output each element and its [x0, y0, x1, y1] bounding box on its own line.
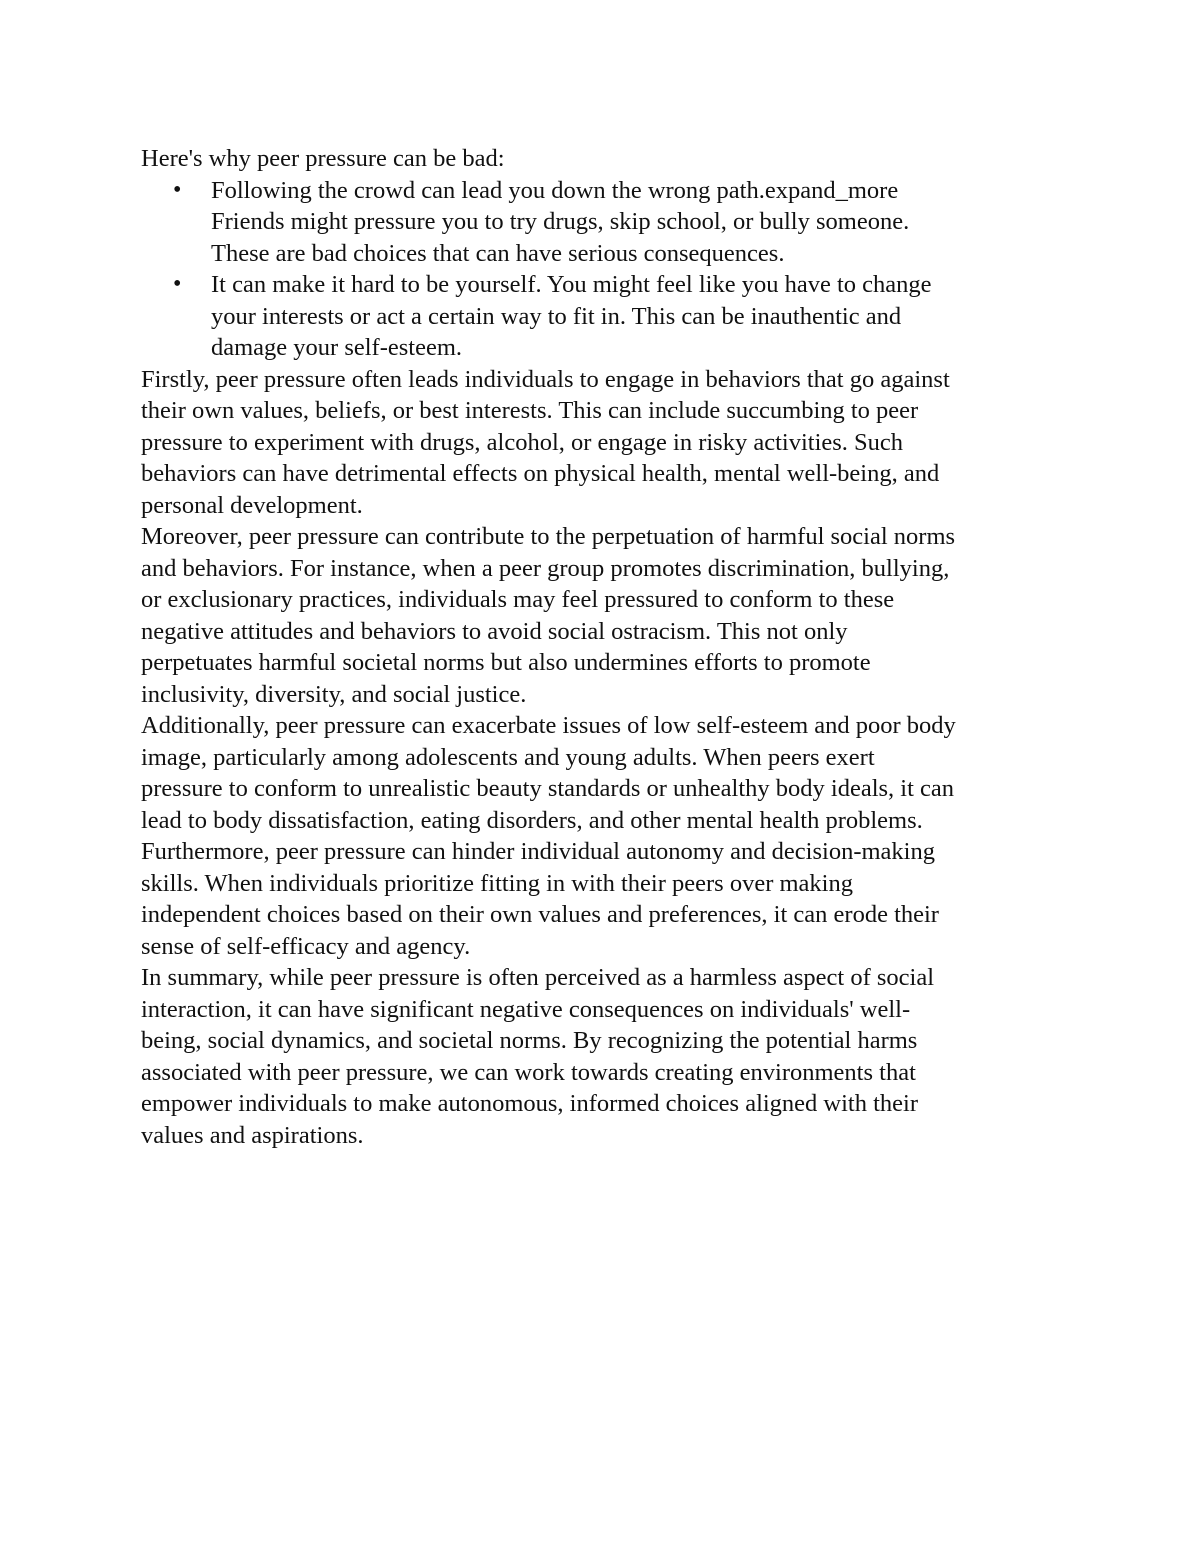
intro-line [141, 143, 1071, 175]
bullet-icon: • [173, 176, 182, 203]
text-line: Friends might pressure you to try drugs, skip school, or bully someone. [211, 208, 910, 235]
bullet-list [141, 175, 1071, 364]
document-body [141, 143, 1071, 1151]
text-line: negative attitudes and behaviors to avoid social ostracism. This not only [141, 617, 848, 645]
paragraph-firstly [141, 364, 1071, 522]
text-line: inclusivity, diversity, and social justice. [141, 680, 527, 708]
text-line: or exclusionary practices, individuals may feel pressured to conform to these [141, 586, 895, 613]
text-line: empower individuals to make autonomous, informed choices aligned with their [141, 1090, 919, 1117]
text-line: skills. When individuals prioritize fitting in with their peers over making [141, 869, 853, 897]
paragraph-additionally [141, 710, 1071, 836]
text-line: pressure to conform to unrealistic beauty standards or unhealthy body ideals, it can [141, 775, 955, 802]
text-line: and behaviors. For instance, when a peer group promotes discrimination, bullying, [141, 554, 950, 582]
text-line: associated with peer pressure, we can work towards creating environments that [141, 1058, 916, 1086]
text-line: personal development. [141, 491, 363, 519]
text-line: image, particularly among adolescents and young adults. When peers exert [141, 743, 875, 771]
text-line: interaction, it can have significant negative consequences on individuals' well- [141, 995, 911, 1023]
text-line: independent choices based on their own values and preferences, it can erode their [141, 901, 939, 928]
paragraph-moreover [141, 521, 1071, 710]
text-line: behaviors can have detrimental effects on physical health, mental well-being, and [141, 460, 940, 487]
text-line: sense of self-efficacy and agency. [141, 932, 471, 960]
text-line: damage your self-esteem. [211, 334, 463, 361]
text-line: pressure to experiment with drugs, alcohol, or engage in risky activities. Such [141, 428, 904, 456]
bullet-item [141, 269, 1071, 364]
text-line: In summary, while peer pressure is often perceived as a harmless aspect of social [141, 964, 935, 991]
text-line: It can make it hard to be yourself. You might feel like you have to change [211, 271, 932, 298]
text-line: Here's why peer pressure can be bad: [141, 145, 505, 172]
text-line: These are bad choices that can have serious consequences. [211, 239, 785, 267]
text-line: Additionally, peer pressure can exacerbate issues of low self-esteem and poor body [141, 712, 956, 739]
paragraph-summary [141, 962, 1071, 1151]
text-line: Firstly, peer pressure often leads individuals to engage in behaviors that go against [141, 365, 950, 393]
bullet-item [141, 175, 1071, 270]
text-line: being, social dynamics, and societal norms. By recognizing the potential harms [141, 1027, 918, 1054]
text-line: Furthermore, peer pressure can hinder individual autonomy and decision-making [141, 838, 935, 865]
text-line: lead to body dissatisfaction, eating disorders, and other mental health problems. [141, 806, 923, 834]
text-line: Moreover, peer pressure can contribute to the perpetuation of harmful social norms [141, 523, 956, 550]
text-line: their own values, beliefs, or best interests. This can include succumbing to peer [141, 397, 919, 424]
paragraph-furthermore [141, 836, 1071, 962]
text-line: your interests or act a certain way to fit in. This can be inauthentic and [211, 302, 902, 330]
bullet-icon: • [173, 271, 182, 297]
text-line: values and aspirations. [141, 1121, 364, 1149]
text-line: Following the crowd can lead you down the wrong path.expand_more [211, 176, 899, 204]
text-line: perpetuates harmful societal norms but also undermines efforts to promote [141, 649, 871, 676]
